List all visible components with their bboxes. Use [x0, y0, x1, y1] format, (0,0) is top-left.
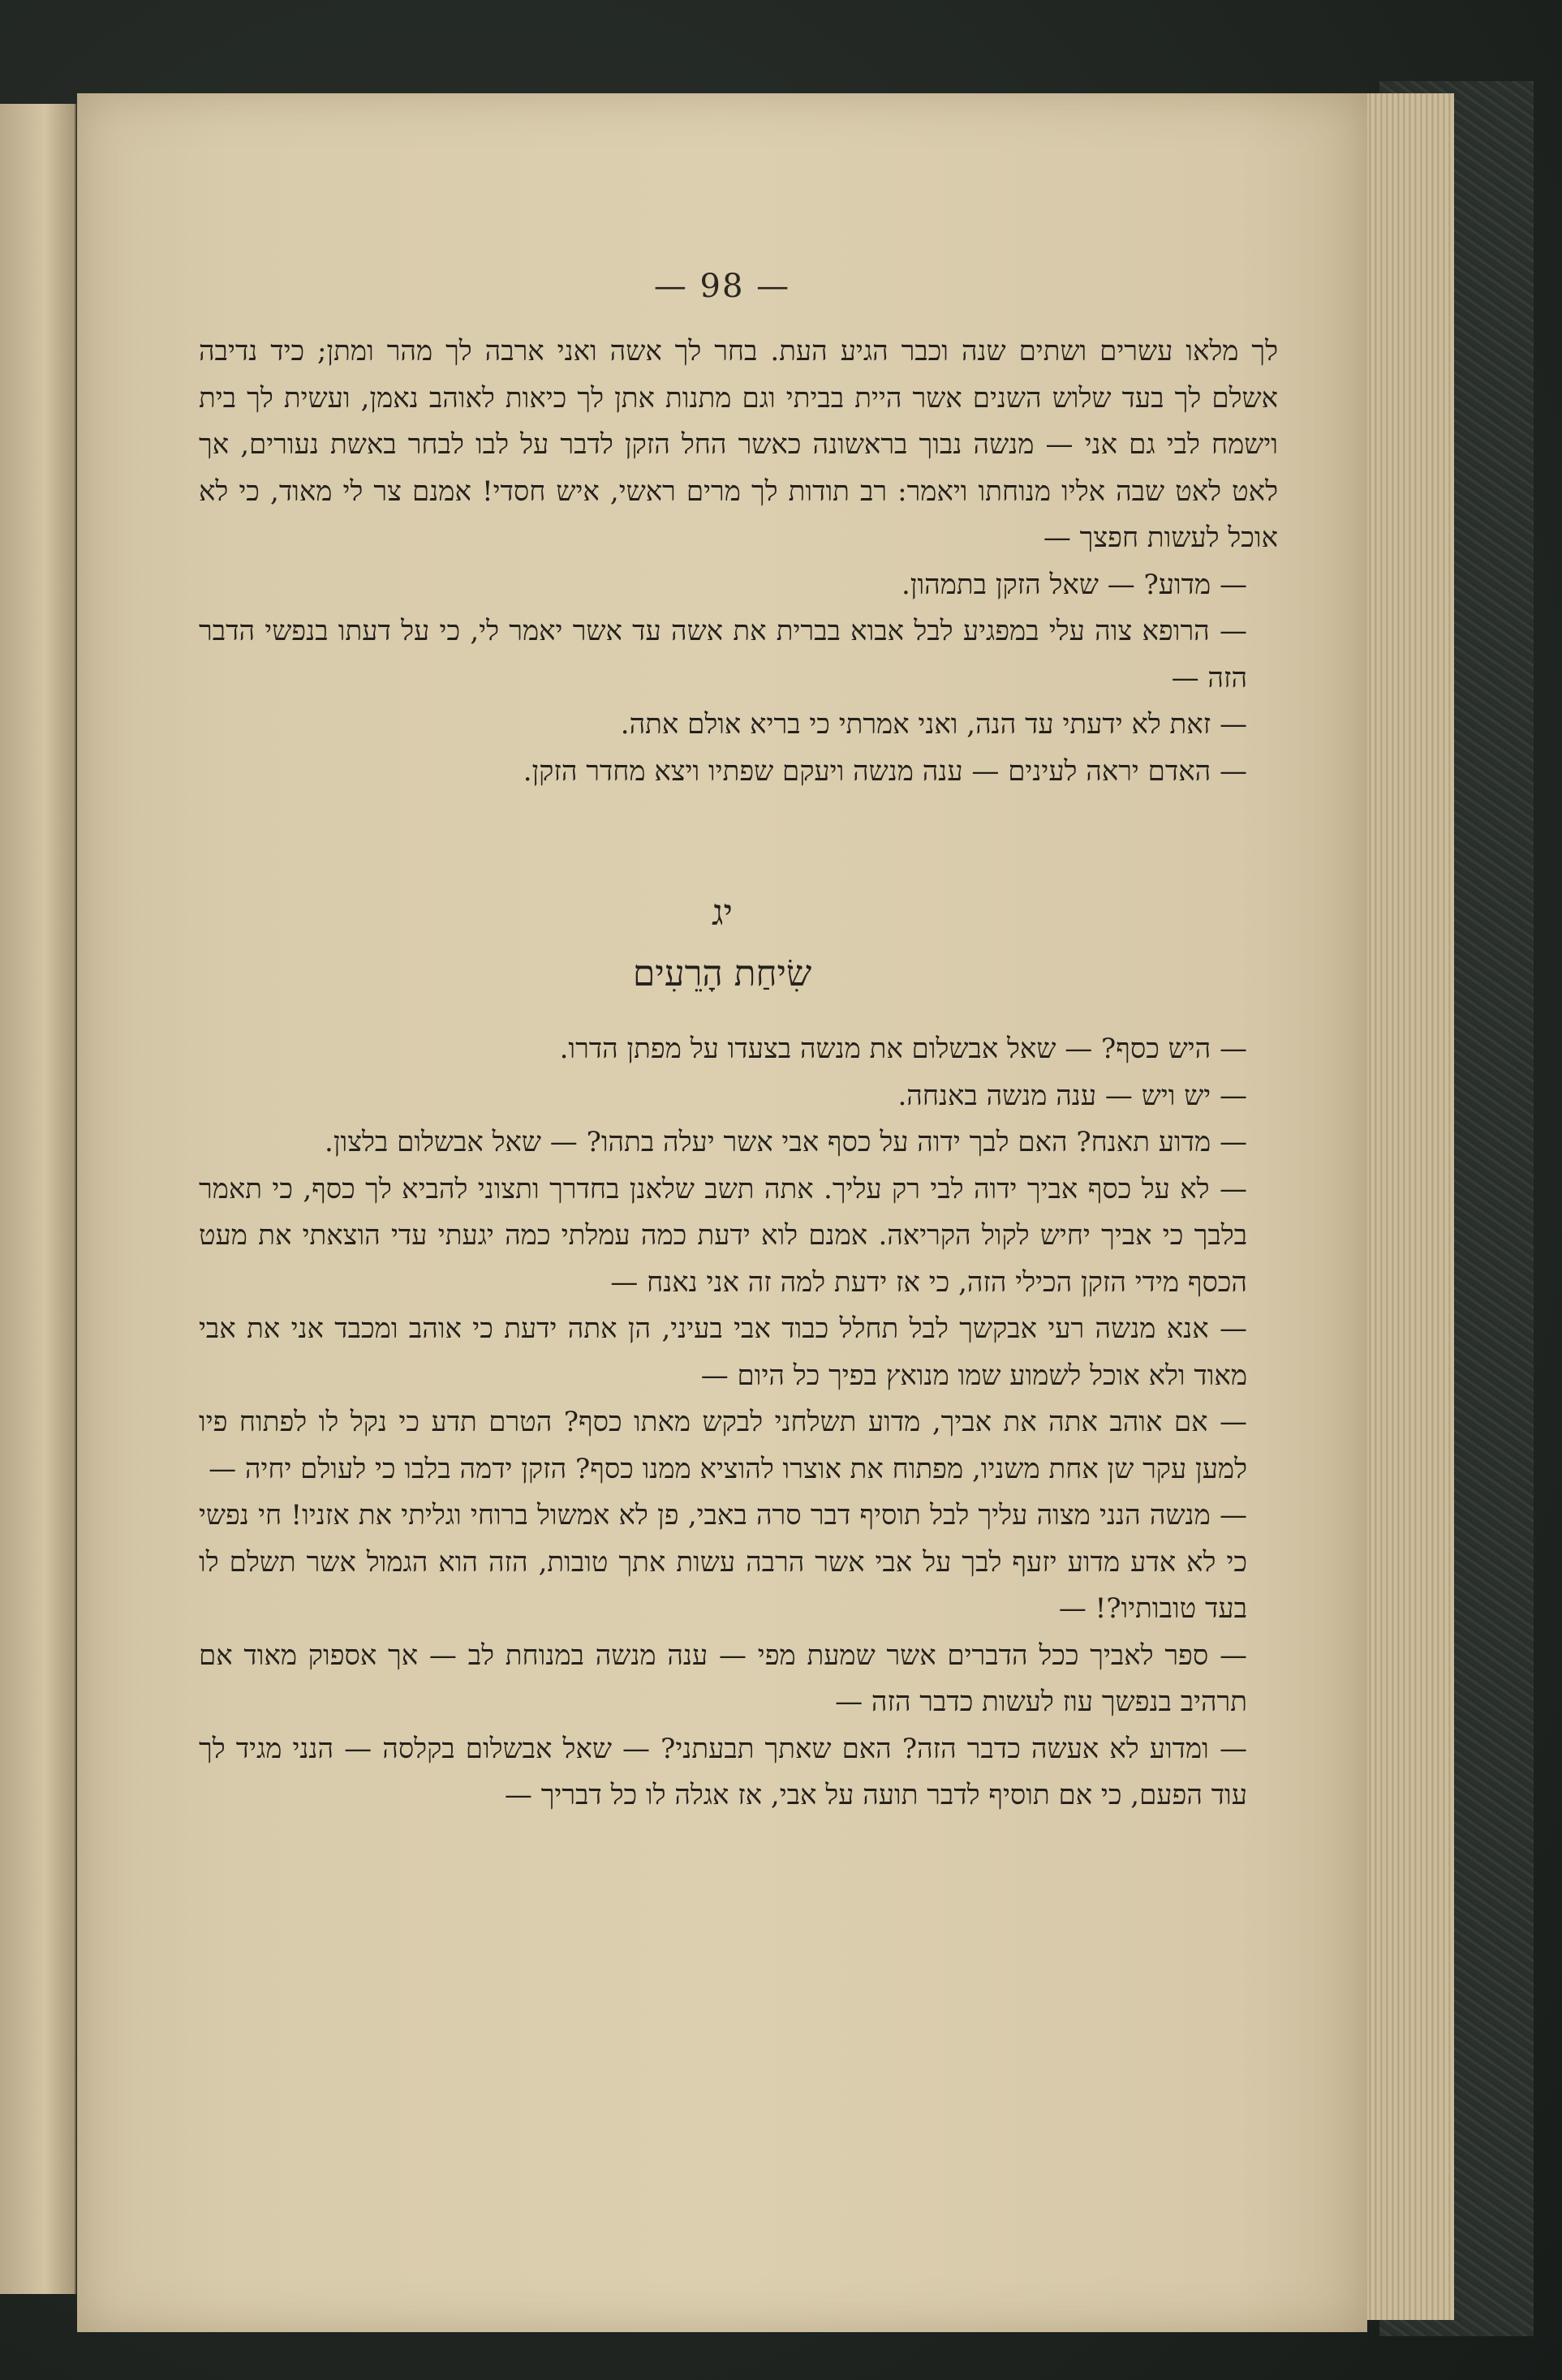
book-page: [77, 93, 1367, 2332]
paragraph: — מנשה הנני מצוה עליך לבל תוסיף דבר סרה באבי, פן לא אמשול ברוחי וגליתי את אזניו! חי נפשי כי לא אדע מדוע יזעף לבך על אבי אשר הרבה עשות אתך טובות, הזה הוא הגמול אשר תשלם לו בעד טובותיו?! —: [199, 1499, 1247, 1625]
paragraph: לך מלאו עשרים ושתים שנה וכבר הגיע העת. בחר לך אשה ואני ארבה לך מהר ומתן; כיד נדיבה אשלם לך בעד שלוש השנים אשר היית בביתי וגם מתנות אתן לך כיאות לאוהב נאמן, ועשית לך בית וישמח לבי גם אני — מנשה נבוך בראשונה כאשר החל הזקן לדבר על לבו לבחר באשת נעורים, אך לאט לאט שבה אליו מנוחתו ויאמר: רב תודות לך מרים ראשי, איש חסדי! אמנם צר לי מאוד, כי לא אוכל לעשות חפצך —: [199, 335, 1278, 554]
paragraph: — זאת לא ידעתי עד הנה, ואני אמרתי כי בריא אולם אתה.: [620, 708, 1247, 741]
page-number: — 98 —: [653, 268, 791, 305]
paragraph: — אנא מנשה רעי אבקשך לבל תחלל כבוד אבי בעיני, הן אתה ידעת כי אוהב ומכבד אני את אבי מאוד ולא אוכל לשמוע שמו מנואץ בפיך כל היום —: [199, 1312, 1247, 1392]
paragraph: — יש ויש — ענה מנשה באנחה.: [897, 1079, 1247, 1112]
left-page-edge: [0, 104, 76, 2294]
paragraph: — היש כסף? — שאל אבשלום את מנשה בצעדו על מפתן הדרו.: [559, 1033, 1247, 1065]
paragraph: — לא על כסף אביך ידוה לבי רק עליך. אתה תשב שלאנן בחדרך ותצוני להביא לך כסף, כי תאמר בלבך כי אביך יחיש לקול הקריאה. אמנם לוא ידעת כמה עמלתי כמה יגעתי עדי הוצאתי את מעט הכסף מידי הזקן הכילי הזה, כי אז ידעת למה זה אני נאנח —: [199, 1172, 1247, 1299]
paragraph: — הרופא צוה עלי במפגיע לבל אבוא בברית את אשה עד אשר יאמר לי, כי על דעתו בנפשי הדבר הזה —: [199, 615, 1247, 694]
chapter-title: שִׂיחַת הָרֵעִים: [632, 953, 812, 995]
top-text-block: [199, 329, 1278, 795]
paragraph: — ומדוע לא אעשה כדבר הזה? האם שאתך תבעתני? — שאל אבשלום בקלסה — הנני מגיד לך עוד הפעם, כי אם תוסיף לדבר תועה על אבי, אז אגלה לו כל דבריך —: [199, 1732, 1247, 1811]
paragraph: — האדם יראה לעינים — ענה מנשה ויעקם שפתיו ויצא מחדר הזקן.: [523, 754, 1247, 788]
chapter-number: יג: [711, 892, 734, 934]
paragraph: — אם אוהב אתה את אביך, מדוע תשלחני לבקש מאתו כסף? הטרם תדע כי נקל לו לפתוח פיו למען עקר שן אחת משניו, מפתוח את אוצרו להוציא ממנו כסף? הזקן ידמה בלבו כי לעולם יחיה —: [199, 1406, 1247, 1485]
paragraph: — מדוע תאנח? האם לבך ידוה על כסף אבי אשר יעלה בתהו? — שאל אבשלום בלצון.: [325, 1126, 1247, 1158]
bottom-text-block: [199, 1026, 1278, 1819]
paragraph: — ספר לאביך ככל הדברים אשר שמעת מפי — ענה מנשה במנוחת לב — אך אספוק מאוד אם תרהיב בנפשך עוז לעשות כדבר הזה —: [199, 1639, 1247, 1718]
paragraph: — מדוע? — שאל הזקן בתמהון.: [901, 568, 1247, 601]
